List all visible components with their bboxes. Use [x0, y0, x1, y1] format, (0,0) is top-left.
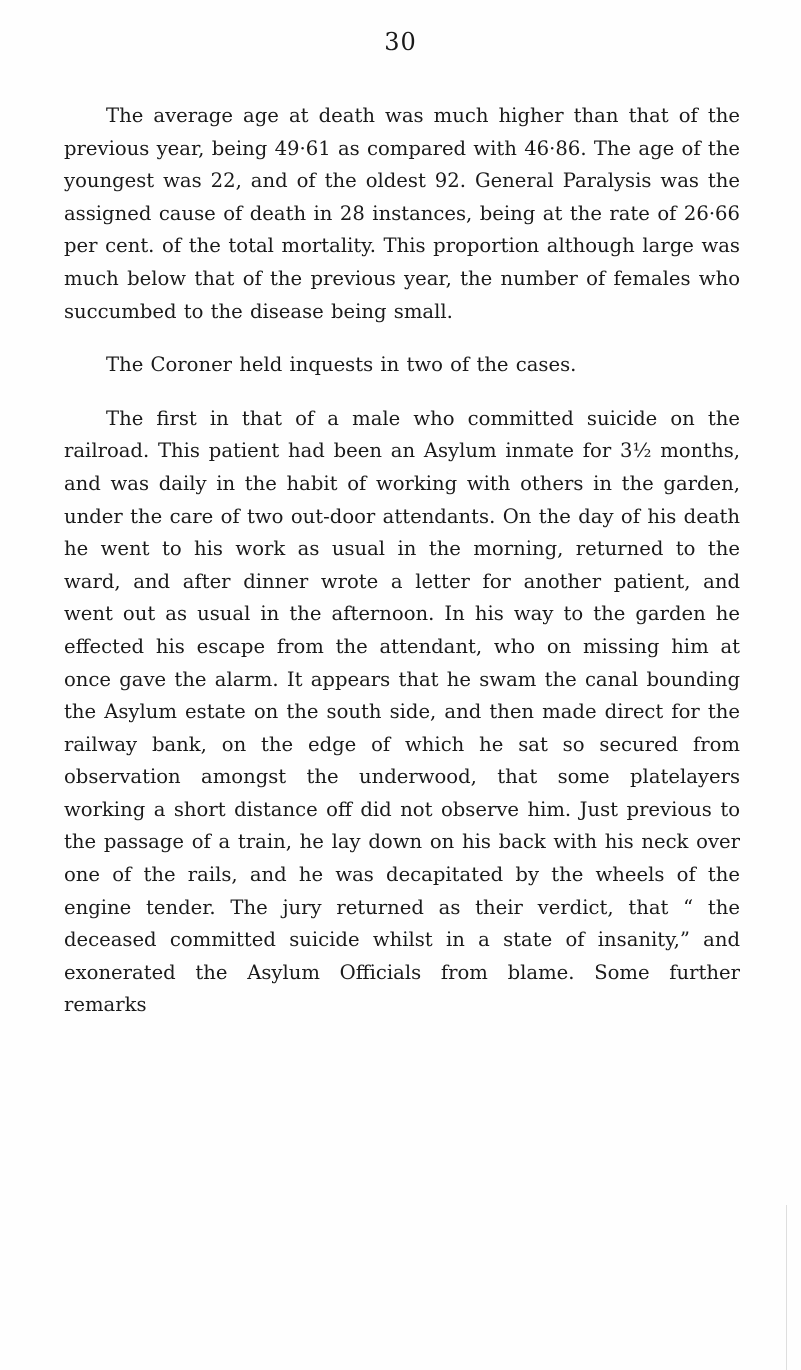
page-number: 30 [384, 28, 417, 56]
body-text [64, 100, 740, 1022]
paragraph-mortality-statistics: The average age at death was much higher than that of the previous year, being 49·61 as compared with 46·86. The age of the youngest was 22, and of the oldest 92. General Paralysis was the assigned cause of death in 28 instances, being at the rate of 26·66 per cent. of the total mortality. This proportion although large was much below that of the previous year, the number of females who succumbed to the disease being small. [64, 104, 740, 323]
page-edge-mark [786, 1205, 801, 1370]
paragraph-coroner-inquests: The Coroner held inquests in two of the cases. [106, 353, 577, 377]
paragraph-suicide-case: The first in that of a male who committed suicide on the railroad. This patient had been an Asylum inmate for 3½ months, and was daily in the habit of working with others in the garden, under the care of two out-door attendants. On the day of his death he went to his work as usual in the morning, returned to the ward, and after dinner wrote a letter for another patient, and went out as usual in the afternoon. In his way to the garden he effected his escape from the attendant, who on missing him at once gave the alarm. It appears that he swam the canal bounding the Asylum estate on the south side, and then made direct for the railway bank, on the edge of which he sat so secured from observation amongst the underwood, that some platelayers working a short distance off did not observe him. Just previous to the passage of a train, he lay down on his back with his neck over one of the rails, and he was decapitated by the wheels of the engine tender. The jury returned as their verdict, that “ the deceased committed suicide whilst in a state of insanity,” and exonerated the Asylum Officials from blame. Some further remarks [64, 406, 740, 1017]
